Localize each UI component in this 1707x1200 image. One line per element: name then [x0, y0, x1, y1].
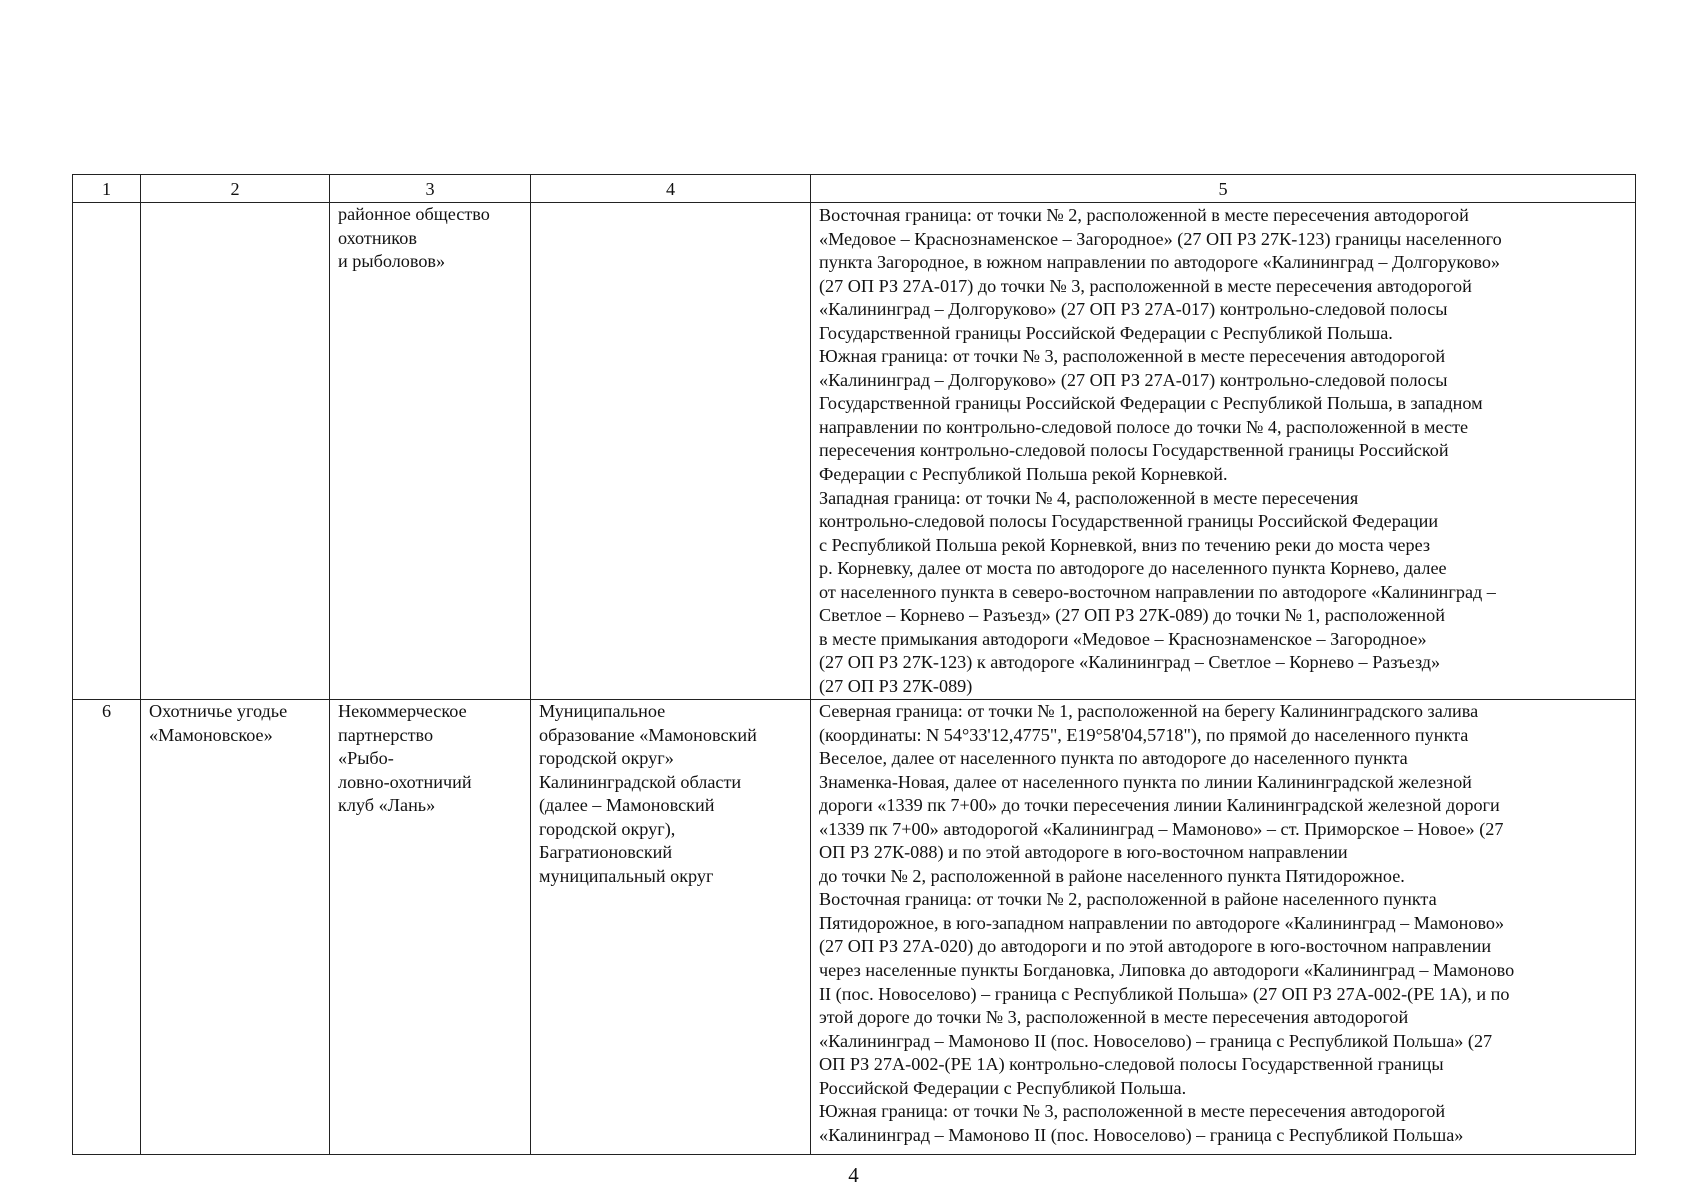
table-row — [73, 700, 1636, 1155]
boundaries-cell — [811, 203, 1636, 700]
column-number-3: 3 — [330, 175, 531, 203]
boundary-line: Южная граница: от точки № 3, расположенной в месте пересечения автодорогой — [819, 1101, 1446, 1122]
boundary-line: пункта Загородное, в южном направлении по автодороге «Калининград – Долгоруково» — [819, 252, 1501, 273]
hunting-ground-name-cell: Охотничье угодье «Мамоновское» — [141, 700, 330, 1155]
boundary-line: направлении по контрольно-следовой полосе до точки № 4, расположенной в месте — [819, 416, 1469, 437]
boundary-line: (27 ОП РЗ 27А-017) до точки № 3, расположенной в месте пересечения автодорогой — [819, 275, 1472, 296]
row-number-cell — [73, 203, 141, 700]
row-number-cell: 6 — [73, 700, 141, 1155]
boundary-line: «Медовое – Краснознаменское – Загородное» (27 ОП РЗ 27К-123) границы населенного — [819, 228, 1502, 249]
boundary-line: р. Корневку, далее от моста по автодороге до населенного пункта Корнево, далее — [819, 558, 1447, 579]
boundary-line: Светлое – Корнево – Разъезд» (27 ОП РЗ 27К-089) до точки № 1, расположенной — [819, 605, 1445, 626]
boundary-line: Веселое, далее от населенного пункта по автодороге до населенного пункта — [819, 748, 1408, 769]
boundary-line: (27 ОП РЗ 27К-123) к автодороге «Калининград – Светлое – Корнево – Разъезд» — [819, 652, 1441, 673]
hunting-user-cell: районное общество охотников и рыболовов» — [330, 203, 531, 700]
table-header-row — [73, 175, 1636, 203]
boundary-line: Западная граница: от точки № 4, расположенной в месте пересечения — [819, 487, 1359, 508]
boundary-line: через населенные пункты Богдановка, Липовка до автодороги «Калининград – Мамоново — [819, 960, 1515, 981]
boundary-line: «Калининград – Мамоново II (пос. Новоселово) – граница с Республикой Польша» — [819, 1124, 1464, 1145]
boundary-line: Пятидорожное, в юго-западном направлении по автодороге «Калининград – Мамоново» — [819, 912, 1505, 933]
boundary-line: с Республикой Польша рекой Корневкой, вниз по течению реки до моста через — [819, 534, 1431, 555]
boundary-line: от населенного пункта в северо-восточном направлении по автодороге «Калининград – — [819, 581, 1496, 602]
column-number-2: 2 — [141, 175, 330, 203]
boundary-line: пересечения контрольно-следовой полосы Государственной границы Российской — [819, 440, 1449, 461]
boundary-line: Государственной границы Российской Федерации с Республикой Польша, в западном — [819, 393, 1483, 414]
boundary-line: «Калининград – Долгоруково» (27 ОП РЗ 27А-017) контрольно-следовой полосы — [819, 299, 1448, 320]
boundary-line: ОП РЗ 27К-088) и по этой автодороге в юго-восточном направлении — [819, 842, 1348, 863]
boundary-line: Восточная граница: от точки № 2, расположенной в районе населенного пункта — [819, 889, 1437, 910]
boundary-line: дороги «1339 пк 7+00» до точки пересечения линии Калининградской железной дороги — [819, 795, 1500, 816]
boundary-line: Восточная граница: от точки № 2, расположенной в месте пересечения автодорогой — [819, 205, 1469, 225]
hunting-user-cell: Некоммерческое партнерство «Рыбо- ловно-охотничий клуб «Лань» — [330, 700, 531, 1155]
column-number-4: 4 — [531, 175, 811, 203]
boundary-line: этой дороге до точки № 3, расположенной в месте пересечения автодорогой — [819, 1007, 1409, 1028]
boundary-line: Российской Федерации с Республикой Польша. — [819, 1077, 1187, 1098]
boundary-line: (координаты: N 54°33'12,4775", E19°58'04,5718"), по прямой до населенного пункта — [819, 724, 1469, 745]
boundary-line: «Калининград – Долгоруково» (27 ОП РЗ 27А-017) контрольно-следовой полосы — [819, 369, 1448, 390]
boundary-line: Государственной границы Российской Федерации с Республикой Польша. — [819, 322, 1393, 343]
municipality-cell: Муниципальное образование «Мамоновский городской округ» Калининградской области (далее – Мамоновский городской округ), Багратионовский муниципальный округ — [531, 700, 811, 1155]
municipality-cell — [531, 203, 811, 700]
boundary-line: Знаменка-Новая, далее от населенного пункта по линии Калининградской железной — [819, 771, 1472, 792]
boundary-line: (27 ОП РЗ 27К-089) — [819, 675, 973, 696]
boundary-line: до точки № 2, расположенной в районе населенного пункта Пятидорожное. — [819, 865, 1405, 886]
hunting-ground-name-cell — [141, 203, 330, 700]
boundary-line: Южная граница: от точки № 3, расположенной в месте пересечения автодорогой — [819, 346, 1446, 367]
boundary-line: II (пос. Новоселово) – граница с Республикой Польша» (27 ОП РЗ 27А-002-(РЕ 1А), и по — [819, 983, 1510, 1004]
boundary-line: (27 ОП РЗ 27А-020) до автодороги и по этой автодороге в юго-восточном направлении — [819, 936, 1492, 957]
table-row — [73, 203, 1636, 700]
boundary-line: в месте примыкания автодороги «Медовое – Краснознаменское – Загородное» — [819, 628, 1427, 649]
boundary-line: «Калининград – Мамоново II (пос. Новоселово) – граница с Республикой Польша» (27 — [819, 1030, 1493, 1051]
boundary-line: Северная граница: от точки № 1, расположенной на берегу Калининградского залива — [819, 701, 1479, 721]
boundary-line: ОП РЗ 27А-002-(РЕ 1А) контрольно-следовой полосы Государственной границы — [819, 1054, 1444, 1075]
boundary-line: «1339 пк 7+00» автодорогой «Калининград – Мамоново» – ст. Приморское – Новое» (27 — [819, 818, 1504, 839]
page-number: 4 — [848, 1163, 859, 1187]
boundaries-cell — [811, 700, 1636, 1155]
territory-table — [72, 174, 1636, 1155]
boundary-line: Федерации с Республикой Польша рекой Корневкой. — [819, 464, 1228, 485]
column-number-1: 1 — [73, 175, 141, 203]
column-number-5: 5 — [811, 175, 1636, 203]
boundary-line: контрольно-следовой полосы Государственной границы Российской Федерации — [819, 511, 1439, 532]
